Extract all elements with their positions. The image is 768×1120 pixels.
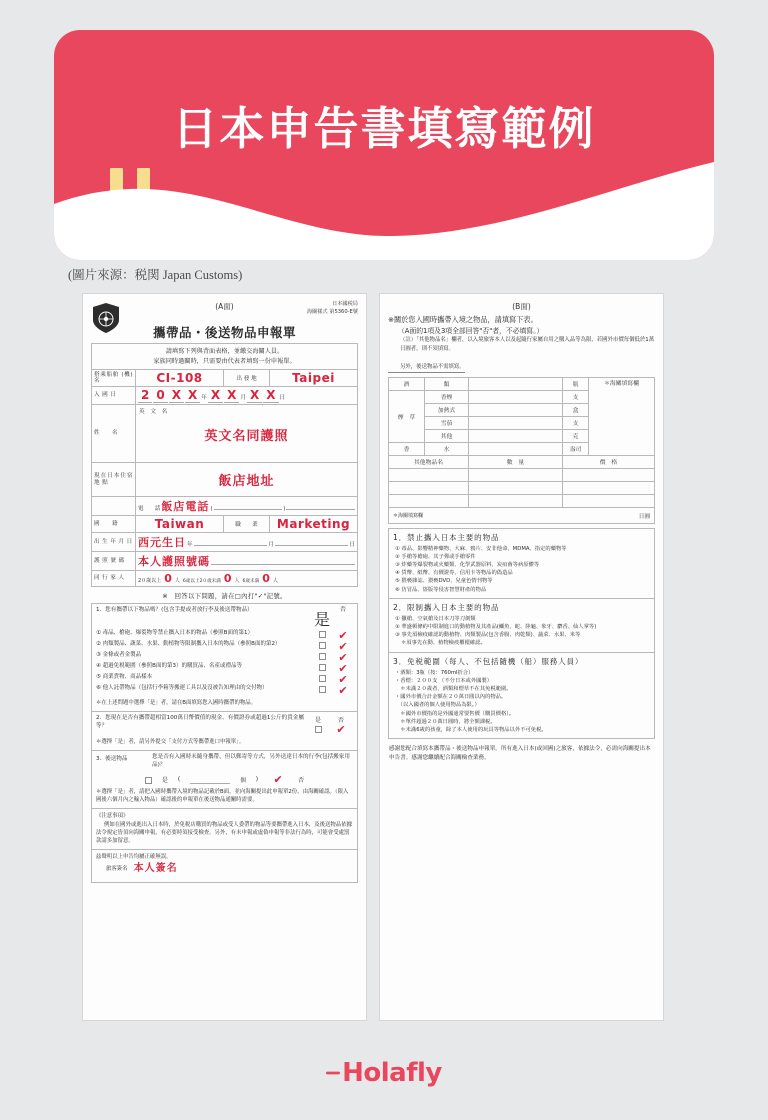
- forms-container: [82, 293, 664, 1021]
- q1-item-5: [96, 674, 353, 685]
- heated-qty-input[interactable]: [469, 403, 563, 416]
- q3-unit: 個: [240, 777, 246, 784]
- form-b-closing-text: 感謝您配合填寫本攜帶品・後送物品申報單。所有進入日本(或回國)之旅客，依據法令，必需向海關提出本申告書。感謝您繼續配合海關檢查業務。: [389, 746, 651, 762]
- yen-label: 日圓: [638, 513, 650, 520]
- q2-footnote: ＊選擇「是」者，請另外提交「支付方式等攜帶進口申報單」。: [96, 739, 245, 746]
- cigar-unit: 支: [563, 416, 589, 429]
- q1-item-1-no-check-icon[interactable]: ✔: [338, 629, 348, 643]
- tel-spacer: [92, 497, 136, 516]
- other-name-header: 其他物品名: [389, 455, 469, 468]
- question-3-box: 3．後送物品 您是否有入國時未隨身攜帶，但以郵寄等方式，另外送達日本的行李(包括搬家用品)？ 是 ( 個 ) ✔ 否 ＊選擇「是」者，請把入國時攜帶入境的物品記載於B面，並向海關提出此申報單2份，由海關確認。（限入國後六個月內之輸入物品）確認後的申報單在後送物品通關時需要。: [91, 751, 358, 809]
- signature-box: [91, 850, 358, 884]
- other-2-price-input[interactable]: [563, 481, 655, 494]
- occupation-label: 職 業: [224, 516, 270, 533]
- day-unit: 日: [279, 395, 286, 402]
- form-a-instruction-line1: 請填寫下列與背面表格，並繳交海關人員。: [165, 348, 284, 355]
- caution-box: [91, 809, 358, 850]
- table-row-name: [92, 405, 358, 463]
- other-3-name-input[interactable]: [389, 494, 469, 507]
- q3-title: 您是否有入國時未隨身攜帶，但以郵寄等方式，另外送達日本的行李(包括搬家用品)？: [152, 754, 350, 769]
- declaration-items-table: [388, 377, 655, 508]
- sec3-item-3: ＊未滿２０歲者，酒類和煙草不在其免税範圍。: [395, 685, 512, 692]
- q1-item-2-yes-checkbox[interactable]: [319, 642, 326, 649]
- other-2-qty-input[interactable]: [469, 481, 563, 494]
- name-label: 姓 名: [92, 405, 136, 463]
- q1-item-6: [96, 685, 353, 696]
- form-a-title: 攜帶品・後送物品申報單: [152, 325, 296, 340]
- hero-banner: [54, 30, 714, 260]
- brand-logo[interactable]: [326, 1058, 442, 1088]
- year-unit: 年: [201, 395, 207, 402]
- cigarette-unit: 支: [563, 390, 589, 403]
- tobacco-other-sub: 其他: [425, 429, 469, 442]
- q1-item-4-text: ④ 超過免税範圍（參照B面的第3）的購買品、名產或禮品等: [96, 663, 242, 670]
- entry-year-d2[interactable]: 0: [153, 388, 167, 403]
- family-counts[interactable]: [136, 571, 358, 587]
- sec3-item-2: ・香煙：２００支 （不分日本或外國製）: [395, 677, 493, 684]
- q3-footnote: ＊選擇「是」者，請把入國時攜帶入境的物品記載於B面，並向海關提出此申報單2份，由海關確認。（限入國後六個月內之輸入物品）確認後的申報單在後送物品通關時需要。: [96, 789, 349, 804]
- q1-item-3-no-check-icon[interactable]: ✔: [338, 651, 348, 665]
- cigarette-sub: 香煙: [425, 390, 469, 403]
- tel-cell[interactable]: 電 話 飯店電話 ( ): [136, 497, 358, 516]
- q3-yes-label: 是: [161, 777, 168, 785]
- table-row-alcohol: [389, 377, 655, 390]
- sec1-item-3: ③ 炸藥等爆裂物或火藥類、化學武器原料、炭疽菌等病原體等: [395, 561, 540, 568]
- form-a-instruction: [91, 343, 358, 369]
- address-value[interactable]: 飯店地址: [136, 463, 358, 497]
- table-row-nationality: [92, 516, 358, 533]
- address-label: 現在日本住宿 地 點: [92, 463, 136, 497]
- family-a-value[interactable]: 0: [164, 572, 172, 586]
- sec1-item-5: ⑤ 猥褻雜誌、猥褻DVD、兒童色情刊物等: [395, 578, 493, 585]
- birth-year-unit: 年: [187, 542, 193, 549]
- table-row-entry-date: [92, 387, 358, 405]
- flight-value[interactable]: CI-108: [136, 370, 224, 387]
- q1-item-5-no-check-icon[interactable]: ✔: [338, 673, 348, 687]
- form-b-note: （註）「其他物品名」欄者，以入境旅客本人以及起隨行家屬自用之購入品等為限，若國外市價每個低於1萬日圓者，則不須填寫。: [400, 337, 655, 352]
- sec3-item-6: ＊國外市價指的是外國通常要售價（購買價格）。: [395, 710, 515, 717]
- q1-item-4-yes-checkbox[interactable]: [319, 664, 326, 671]
- form-a-card: [82, 293, 367, 1021]
- family-b-value[interactable]: 0: [223, 572, 232, 586]
- q1-item-1-yes-checkbox[interactable]: [319, 631, 326, 638]
- sec2-title: 2．限制攜入日本主要的物品: [393, 602, 500, 612]
- q1-yes-header: 是: [313, 610, 330, 630]
- q2-yes-header: 是: [314, 717, 321, 725]
- nationality-value[interactable]: Taiwan: [136, 516, 224, 533]
- entry-year-d4[interactable]: X: [185, 388, 200, 403]
- sec3-item-8: ＊未滿6歲的孩童，除了本人使用的玩具等物品以外不可免税。: [395, 726, 547, 733]
- family-c-label: 6歲未満: [242, 579, 260, 585]
- nationality-label: 國 籍: [92, 516, 136, 533]
- birth-value[interactable]: 西元生日 年 月 日: [136, 533, 358, 552]
- origin-label: 出 發 地: [224, 370, 270, 387]
- alcohol-category: 酒: [389, 377, 425, 390]
- other-1-qty-input[interactable]: [469, 468, 563, 481]
- q1-item-3: [96, 652, 353, 663]
- table-row-other-3: [389, 494, 655, 507]
- table-row-birth: [92, 533, 358, 552]
- table-row-passport: [92, 552, 358, 571]
- entry-month-d2[interactable]: X: [224, 388, 239, 403]
- q1-item-4: [96, 663, 353, 674]
- restricted-items-section: [388, 599, 655, 653]
- q1-item-5-yes-checkbox[interactable]: [319, 675, 326, 682]
- duty-free-section: [388, 653, 655, 740]
- cigarette-qty-input[interactable]: [469, 390, 563, 403]
- q3-no-label: 否: [298, 777, 305, 785]
- q2-no-check-icon[interactable]: ✔: [336, 723, 346, 737]
- q1-item-1: [96, 630, 353, 641]
- table-row-other-headers: [389, 455, 655, 468]
- q1-item-2: [96, 641, 353, 652]
- family-c-unit: 人: [272, 578, 278, 585]
- signature-value[interactable]: 本人簽名: [133, 863, 178, 875]
- customs-fill-note: ＊海關填寫欄: [393, 512, 424, 519]
- table-row-tel: [92, 497, 358, 516]
- sec3-item-5: （以入國者的個人使用物品為限。）: [395, 702, 480, 709]
- other-3-price-input[interactable]: [563, 494, 655, 507]
- tel-label: 電 話: [138, 506, 161, 513]
- q2-no-header: 否: [337, 717, 344, 725]
- occupation-value[interactable]: Marketing: [270, 516, 358, 533]
- question-instruction: ※ 回答以下問題，請在□內打"✓"記號。: [162, 592, 287, 601]
- family-c-value[interactable]: 0: [262, 572, 270, 586]
- birth-month-unit: 月: [268, 542, 274, 549]
- entry-day-d2[interactable]: X: [263, 388, 278, 403]
- q1-item-2-text: ② 肉類製品、蔬菜、水果、動植物等限制攜入日本的物品（參照B面的第2）: [96, 641, 281, 648]
- family-a-unit: 人: [174, 578, 180, 585]
- entry-day-d1[interactable]: X: [247, 388, 262, 403]
- table-row-other-1: [389, 468, 655, 481]
- origin-value[interactable]: Taipei: [270, 370, 358, 387]
- q2-yes-checkbox[interactable]: [315, 726, 322, 733]
- alcohol-unit: 瓶: [563, 377, 589, 390]
- tel-value: 飯店電話: [161, 500, 210, 514]
- alcohol-sub: 類: [425, 377, 469, 390]
- caution-body: 例如在國外或進出入日本時，於免税店購買的物品或受人委帶的物品等要攜帶進入日本，及後送物品依據法令規定皆須向海關申報，有必要時須接受檢查。另外，有未申報或虛偽申報等非法行為時，可能會受處罰款請多加留意。: [96, 821, 352, 845]
- customs-emblem-icon: [93, 303, 119, 333]
- table-row-other-2: [389, 481, 655, 494]
- q3-no-check-icon[interactable]: ✔: [273, 773, 283, 787]
- question-1-box: [91, 603, 358, 712]
- q1-item-3-text: ③ 金條或者金製品: [96, 652, 142, 659]
- sec3-item-7: ＊單件超過２０萬日圓時，將全額課税。: [395, 718, 496, 725]
- q1-item-4-no-check-icon[interactable]: ✔: [338, 662, 348, 676]
- form-a-meta-line1: 日本國税局: [332, 301, 358, 307]
- q1-item-6-text: ⑥ 他人託帶物品（包括行李箱等搬運工具以及沒被告知理由的交付物）: [96, 685, 268, 692]
- q3-label: 3．後送物品: [96, 756, 128, 763]
- source-caption: (圖片來源：税関 Japan Customs): [68, 268, 243, 282]
- family-b-label: 6歲以上2０歲未満: [182, 579, 221, 585]
- perfume-category: 香: [389, 442, 425, 455]
- sec2-item-1: ① 獵槍、空氣槍及日本刀等刀劍類: [395, 615, 476, 622]
- family-label: 同 行 家 人: [92, 571, 136, 587]
- entry-date-value[interactable]: [136, 387, 358, 405]
- other-1-name-input[interactable]: [389, 468, 469, 481]
- q3-yes-checkbox[interactable]: [145, 777, 152, 784]
- family-b-unit: 人: [234, 578, 240, 585]
- other-qty-header: 數 量: [469, 455, 563, 468]
- other-3-qty-input[interactable]: [469, 494, 563, 507]
- q1-item-1-text: ① 毒品、槍砲、爆裂物等禁止攜入日本的物品（參照B面的第1）: [96, 630, 253, 637]
- passport-value[interactable]: 本人護照號碼: [136, 552, 358, 571]
- sec2-item-3: ③ 事先須檢疫確認的動植物、肉類製品(包含香腸、肉乾類)、蔬菜、水果、米等: [395, 632, 581, 639]
- form-b-card: [379, 293, 664, 1021]
- q1-no-header: 否: [339, 606, 346, 614]
- wave-divider-icon: [54, 152, 714, 260]
- name-value[interactable]: [136, 405, 358, 463]
- declaration-text: 玆聲明以上申告均屬正確無誤。: [96, 853, 172, 860]
- heated-sub: 加熱式: [425, 403, 469, 416]
- table-row-address: [92, 463, 358, 497]
- q1-title: 1．您有攜帶以下物品嗎？(包含手提或者放行李及後送帶物品）: [96, 607, 253, 614]
- q1-item-6-yes-checkbox[interactable]: [319, 686, 326, 693]
- form-b-sub: （A面的1項及3項全部回答"否"者，不必填寫。）: [398, 326, 544, 335]
- sec2-item-2: ② 華盛頓條約中限制進口的動植物及其產品(鱷魚、蛇、陸龜、象牙、麝香、仙人掌等): [395, 623, 597, 630]
- cigar-qty-input[interactable]: [469, 416, 563, 429]
- birth-label: 出 生 年 月 日: [92, 533, 136, 552]
- tobacco-other-unit: 克: [563, 429, 589, 442]
- family-a-label: 2０歲以上: [138, 578, 162, 585]
- heated-unit: 盒: [563, 403, 589, 416]
- entry-year-d3[interactable]: X: [169, 388, 184, 403]
- cigar-sub: 雪茄: [425, 416, 469, 429]
- perfume-qty-input[interactable]: [469, 442, 563, 455]
- alcohol-qty-input[interactable]: [469, 377, 563, 390]
- birth-day-unit: 日: [349, 542, 356, 549]
- q1-item-3-yes-checkbox[interactable]: [319, 653, 326, 660]
- sec3-title: 3．免税範圍（每人、不包括隨機（船）服務人員）: [393, 656, 584, 666]
- other-price-header: 價 格: [563, 455, 655, 468]
- form-a-header: [91, 301, 358, 343]
- sec2-footnote: ＊須事先在動、植物檢疫櫃檯確認。: [401, 640, 486, 647]
- form-b-note2: 另外，後送物品不需填寫。: [388, 363, 465, 372]
- name-filled: 英文名同護照: [204, 429, 289, 445]
- perfume-sub: 水: [425, 442, 469, 455]
- table-row-family: [92, 571, 358, 587]
- sec3-item-4: ・國外市價合計金額在２０萬日圓以內的物品。: [395, 694, 507, 701]
- form-a-meta: [307, 301, 358, 316]
- q1-item-6-no-check-icon[interactable]: ✔: [338, 684, 348, 698]
- entry-date-label: 入 國 日: [92, 387, 136, 405]
- passport-label: 護 照 號 碼: [92, 552, 136, 571]
- name-en-label: 英 文 名: [139, 409, 170, 416]
- other-1-price-input[interactable]: [563, 468, 655, 481]
- form-a-side-label: (A面): [215, 302, 234, 311]
- brand-name: Holafly: [342, 1058, 442, 1088]
- table-row-flight: [92, 370, 358, 387]
- prohibited-items-section: [388, 528, 655, 599]
- page-title: 日本申告書填寫範例: [172, 102, 596, 155]
- form-a-fields-table: [91, 369, 358, 587]
- form-a-instruction-line2: 家族同時過關時，只需要由代表者填寫一份申報單。: [153, 357, 296, 365]
- q3-count-input[interactable]: [190, 776, 230, 784]
- q1-item-2-no-check-icon[interactable]: ✔: [338, 640, 348, 654]
- perfume-unit: 盎司: [563, 442, 589, 455]
- caution-title: 《注意事項》: [96, 813, 129, 820]
- tobacco-other-qty-input[interactable]: [469, 429, 563, 442]
- question-2-box: [91, 712, 358, 751]
- other-2-name-input[interactable]: [389, 481, 469, 494]
- entry-month-d1[interactable]: X: [208, 388, 223, 403]
- form-b-side-label: (B面): [512, 302, 531, 311]
- plus-mark-icon: [326, 1066, 340, 1080]
- sec3-item-1: ・酒類：3瓶（按：760ml折合）: [395, 669, 474, 676]
- sec1-item-2: ② 手槍等槍砲、其子彈或手槍零件: [395, 553, 476, 560]
- customs-total-row: [388, 508, 655, 524]
- sec1-item-4: ④ 貨幣、紙幣、有價證券、信用卡等物品的偽造品: [395, 570, 513, 577]
- customs-use-column: ＊海關填寫欄: [589, 377, 655, 455]
- q2-title: 2．您現在是否有攜帶超相當100萬日幣價值的現金、有價證券或超過1公斤的貴金屬等？: [96, 715, 304, 730]
- form-b-intro: ※關於您入國時攜帶入境之物品，請填寫下表。: [388, 315, 538, 324]
- sec1-item-6: ⑥ 仿冒品、盜版等侵害智慧財產的物品: [395, 586, 487, 593]
- q1-item-5-text: ⑤ 商業貨物、商品樣本: [96, 674, 153, 681]
- signature-label: 旅客簽名: [106, 866, 128, 873]
- month-unit: 月: [240, 395, 246, 402]
- tobacco-category: 煙 草: [389, 390, 425, 442]
- entry-year-d1[interactable]: 2: [138, 388, 152, 403]
- footer: [0, 1058, 768, 1088]
- sec1-title: 1．禁止攜入日本主要的物品: [393, 532, 500, 542]
- sec1-item-1: ① 毒品、影響精神藥物、大麻、鴉片、安非他命、MDMA、指定的藥物等: [395, 545, 567, 552]
- form-a-meta-line2: 海關樣式 第5360-E號: [306, 308, 358, 315]
- q1-footnote: ＊在上述問題中選擇「是」者，請在B面填寫您入國時攜帶的物品。: [96, 700, 257, 707]
- flight-label: 搭乘船舶 (機) 名: [92, 370, 136, 387]
